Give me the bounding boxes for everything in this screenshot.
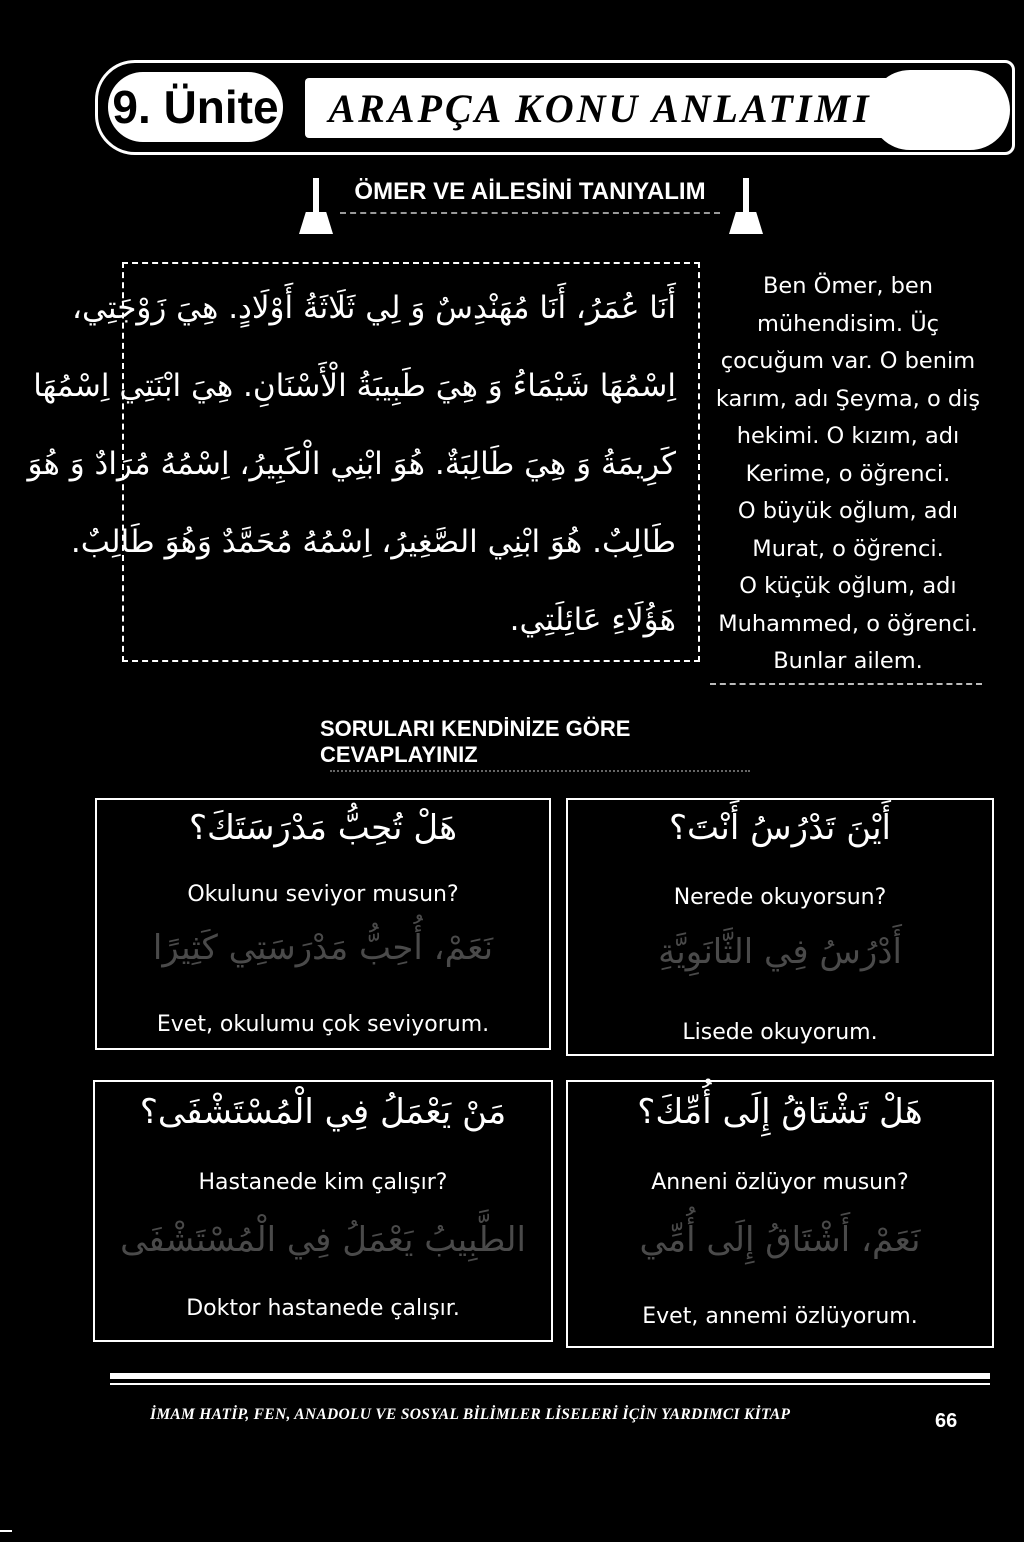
answer-turkish: Lisede okuyorum.: [682, 1020, 878, 1045]
answer-turkish: Doktor hastanede çalışır.: [186, 1296, 460, 1321]
arabic-line: كَرِيمَةُ وَ هِيَ طَالِبَةٌ. هُوَ ابْنِي الْكَبِيرُ، اِسْمُهُ مُرَادٌ وَ هُوَ: [27, 446, 676, 482]
answer-arabic: أَدْرُسُ فِي الثَّانَوِيَّةِ: [658, 932, 902, 972]
answer-arabic: نَعَمْ، أُحِبُّ مَدْرَسَتِي كَثِيرًا: [152, 928, 494, 968]
question-card-1: [95, 798, 551, 1050]
turkish-passage: [712, 268, 984, 681]
turkish-line: Muhammed, o öğrenci.: [718, 610, 978, 637]
question-turkish: Hastanede kim çalışır?: [198, 1170, 448, 1195]
question-card-2: [566, 798, 994, 1056]
turkish-line: hekimi. O kızım, adı: [736, 423, 960, 449]
arabic-line: اِسْمُهَا شَيْمَاءُ وَ هِيَ طَبِيبَةُ الْأَسْنَانِ. هِيَ ابْنَتِي اِسْمُهَا: [33, 368, 676, 404]
header-title: ARAPÇA KONU ANLATIMI: [305, 78, 895, 138]
arabic-line: طَالِبٌ. هُوَ ابْنِي الصَّغِيرُ، اِسْمُهُ مُحَمَّدٌ وَهُوَ طَالِبٌ.: [70, 524, 676, 560]
arabic-line: أَنَا عُمَرُ، أَنَا مُهَنْدِسٌ وَ لِي ثَلَاثَةُ أَوْلَادٍ. هِيَ زَوْجَتِي،: [72, 290, 676, 326]
turkish-underline: [710, 683, 982, 685]
turkish-line: mühendisim. Üç: [756, 310, 940, 337]
lesson-badge: 9. Ünite: [108, 72, 283, 142]
questions-divider: [330, 770, 750, 772]
turkish-line: Murat, o öğrenci.: [752, 535, 944, 562]
turkish-line: O büyük oğlum, adı: [737, 498, 959, 524]
footer-rule-thin: [110, 1383, 990, 1385]
corner-mark: [0, 1530, 12, 1532]
turkish-line: Kerime, o öğrenci.: [745, 460, 951, 487]
question-arabic: مَنْ يَعْمَلُ فِي الْمُسْتَشْفَى؟: [139, 1092, 507, 1132]
question-arabic: هَلْ تُحِبُّ مَدْرَسَتَكَ؟: [188, 808, 457, 848]
turkish-line: karım, adı Şeyma, o diş: [715, 385, 981, 412]
section-underline: [340, 212, 720, 214]
answer-turkish: Evet, annemi özlüyorum.: [642, 1304, 918, 1329]
footer-text: İMAM HATİP, FEN, ANADOLU VE SOSYAL BİLİMLER LİSELERİ İÇİN YARDIMCI KİTAP: [150, 1406, 791, 1423]
turkish-line: Ben Ömer, ben: [762, 273, 934, 299]
question-card-3: [93, 1080, 553, 1342]
arabic-passage-box: [27, 262, 700, 662]
question-turkish: Nerede okuyorsun?: [673, 885, 887, 910]
question-card-4: [566, 1080, 994, 1348]
section-title: ÖMER VE AİLESİNİ TANIYALIM: [354, 178, 706, 205]
footer-rule: [110, 1373, 990, 1379]
answer-turkish: Evet, okulumu çok seviyorum.: [156, 1012, 490, 1037]
answer-arabic: الطَّبِيبُ يَعْمَلُ فِي الْمُسْتَشْفَى: [120, 1220, 526, 1260]
arabic-line: هَؤُلَاءِ عَائِلَتِي.: [509, 602, 676, 638]
questions-heading: SORULARI KENDİNİZE GÖRE CEVAPLAYINIZ: [320, 716, 631, 767]
answer-arabic: نَعَمْ، أَشْتَاقُ إِلَى أُمِّي: [639, 1220, 921, 1260]
page-number: 66: [935, 1410, 958, 1432]
question-arabic: أَيْنَ تَدْرُسُ أَنْتَ؟: [669, 808, 891, 848]
turkish-line: O küçük oğlum, adı: [739, 573, 957, 599]
question-turkish: Okulunu seviyor musun?: [187, 882, 459, 907]
turkish-line: Bunlar ailem.: [773, 648, 923, 674]
question-turkish: Anneni özlüyor musun?: [651, 1170, 909, 1195]
question-arabic: هَلْ تَشْتَاقُ إِلَى أُمِّكَ؟: [637, 1092, 923, 1132]
turkish-line: çocuğum var. O benim: [720, 348, 976, 374]
